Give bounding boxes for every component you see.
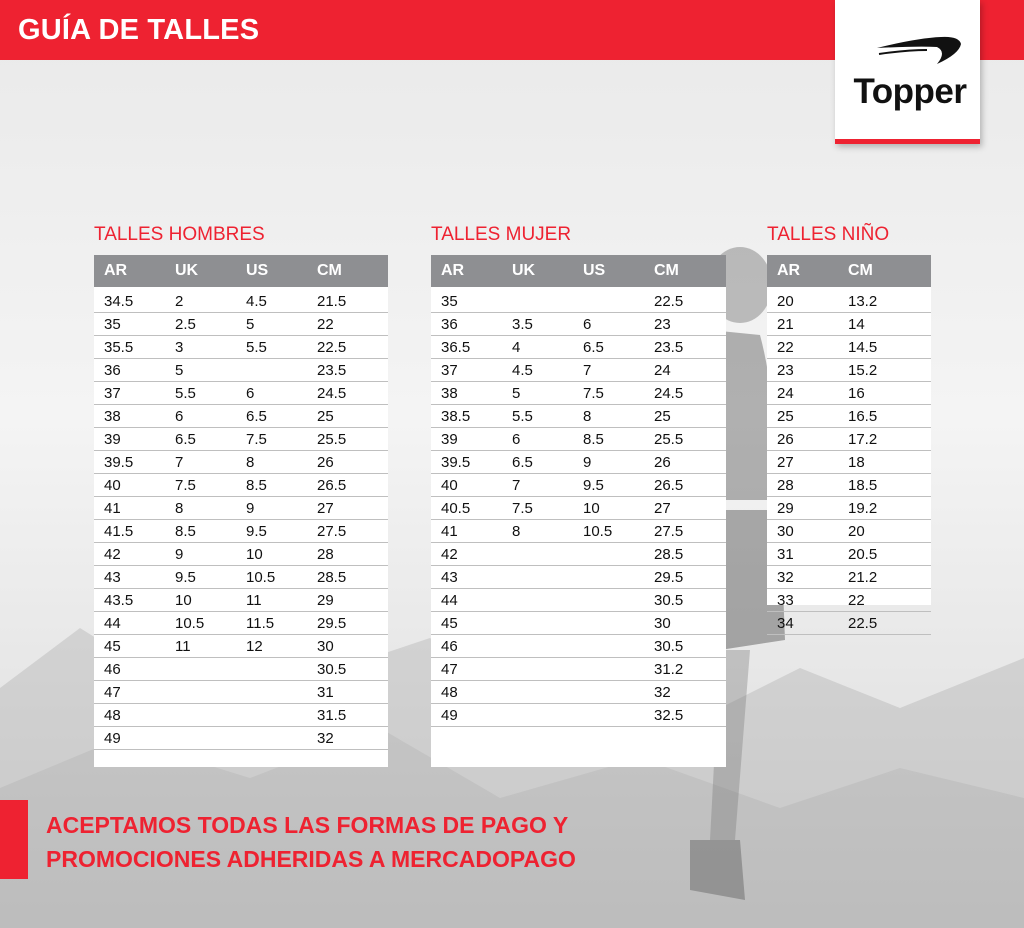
column-header-uk: UK <box>512 262 536 279</box>
promo-line-1: ACEPTAMOS TODAS LAS FORMAS DE PAGO Y <box>46 812 569 838</box>
cell-ar: 23 <box>777 361 794 379</box>
cell-cm: 22.5 <box>317 338 347 356</box>
table-row <box>431 474 726 497</box>
table-row <box>767 405 931 428</box>
cell-cm: 30.5 <box>317 660 347 678</box>
page-title: GUÍA DE TALLES <box>18 14 260 46</box>
cell-us: 12 <box>246 637 263 655</box>
cell-ar: 49 <box>104 729 121 747</box>
table-row <box>767 336 931 359</box>
cell-ar: 49 <box>441 706 458 724</box>
table-row <box>431 497 726 520</box>
cell-ar: 20 <box>777 292 794 310</box>
table-row <box>431 336 726 359</box>
column-header-cm: CM <box>848 262 873 279</box>
cell-cm: 14.5 <box>848 338 878 356</box>
cell-cm: 28.5 <box>317 568 347 586</box>
cell-cm: 18 <box>848 453 865 471</box>
cell-cm: 21.5 <box>317 292 347 310</box>
cell-ar: 45 <box>104 637 121 655</box>
cell-ar: 43 <box>104 568 121 586</box>
brand-logo <box>835 0 980 144</box>
cell-us: 6 <box>583 315 592 333</box>
table-row <box>94 612 388 635</box>
cell-cm: 19.2 <box>848 499 878 517</box>
cell-ar: 41 <box>104 499 121 517</box>
column-header-ar: AR <box>441 262 465 279</box>
cell-ar: 38 <box>441 384 458 402</box>
cell-cm: 16 <box>848 384 865 402</box>
table-row <box>431 313 726 336</box>
cell-cm: 20.5 <box>848 545 878 563</box>
cell-ar: 43 <box>441 568 458 586</box>
cell-cm: 25 <box>317 407 334 425</box>
cell-ar: 46 <box>441 637 458 655</box>
size-table-nino <box>767 255 931 632</box>
size-table-hombres <box>94 255 388 767</box>
column-header-ar: AR <box>104 262 128 279</box>
cell-cm: 27.5 <box>317 522 347 540</box>
cell-ar: 26 <box>777 430 794 448</box>
cell-ar: 45 <box>441 614 458 632</box>
cell-ar: 21 <box>777 315 794 333</box>
table-row <box>767 589 931 612</box>
table-row <box>94 290 388 313</box>
table-row <box>767 497 931 520</box>
cell-ar: 30 <box>777 522 794 540</box>
table-row <box>767 612 931 635</box>
cell-us: 8 <box>246 453 255 471</box>
cell-ar: 37 <box>104 384 121 402</box>
cell-us: 9.5 <box>246 522 267 540</box>
cell-cm: 31 <box>317 683 334 701</box>
promo-line-2: PROMOCIONES ADHERIDAS A MERCADOPAGO <box>46 846 576 872</box>
table-header <box>431 255 726 287</box>
cell-cm: 16.5 <box>848 407 878 425</box>
cell-uk: 5.5 <box>175 384 196 402</box>
cell-uk: 5.5 <box>512 407 533 425</box>
promo-accent-bar <box>0 800 28 879</box>
table-row <box>767 566 931 589</box>
cell-ar: 47 <box>441 660 458 678</box>
cell-us: 5.5 <box>246 338 267 356</box>
table-row <box>431 589 726 612</box>
cell-ar: 47 <box>104 683 121 701</box>
column-header-ar: AR <box>777 262 801 279</box>
header-bar <box>0 0 835 60</box>
cell-uk: 10.5 <box>175 614 205 632</box>
cell-cm: 17.2 <box>848 430 878 448</box>
table-row <box>94 727 388 750</box>
cell-ar: 48 <box>441 683 458 701</box>
brand-name: Topper <box>853 72 967 111</box>
cell-uk: 3 <box>175 338 184 356</box>
cell-uk: 8 <box>512 522 521 540</box>
cell-ar: 48 <box>104 706 121 724</box>
cell-cm: 24 <box>654 361 671 379</box>
cell-cm: 22.5 <box>848 614 878 632</box>
table-row <box>767 474 931 497</box>
cell-uk: 6.5 <box>175 430 196 448</box>
cell-us: 11 <box>246 591 262 609</box>
cell-cm: 29 <box>317 591 334 609</box>
cell-cm: 25 <box>654 407 671 425</box>
cell-cm: 27 <box>654 499 671 517</box>
cell-ar: 36 <box>441 315 458 333</box>
column-header-cm: CM <box>654 262 679 279</box>
title-nino: TALLES NIÑO <box>767 224 890 245</box>
cell-cm: 24.5 <box>317 384 347 402</box>
cell-us: 7.5 <box>246 430 267 448</box>
table-row <box>94 520 388 543</box>
cell-us: 9 <box>246 499 255 517</box>
cell-ar: 34.5 <box>104 292 134 310</box>
cell-cm: 30.5 <box>654 637 684 655</box>
cell-uk: 9 <box>175 545 184 563</box>
table-row <box>94 359 388 382</box>
cell-uk: 7.5 <box>175 476 196 494</box>
table-row <box>431 681 726 704</box>
table-row <box>431 382 726 405</box>
cell-cm: 20 <box>848 522 865 540</box>
cell-cm: 22.5 <box>654 292 684 310</box>
cell-cm: 23.5 <box>654 338 684 356</box>
cell-us: 9 <box>583 453 592 471</box>
table-row <box>94 474 388 497</box>
cell-cm: 26.5 <box>654 476 684 494</box>
cell-us: 11.5 <box>246 614 275 632</box>
cell-cm: 29.5 <box>654 568 684 586</box>
cell-uk: 4.5 <box>512 361 533 379</box>
cell-uk: 6.5 <box>512 453 533 471</box>
cell-ar: 37 <box>441 361 458 379</box>
column-header-us: US <box>583 262 606 279</box>
table-row <box>94 543 388 566</box>
cell-us: 10 <box>583 499 600 517</box>
cell-cm: 30 <box>654 614 671 632</box>
cell-us: 6 <box>246 384 255 402</box>
cell-ar: 36.5 <box>441 338 471 356</box>
header-bar-right <box>980 0 1024 60</box>
table-row <box>767 543 931 566</box>
cell-us: 7 <box>583 361 592 379</box>
cell-ar: 31 <box>777 545 794 563</box>
cell-ar: 41.5 <box>104 522 134 540</box>
table-row <box>767 359 931 382</box>
cell-cm: 26 <box>317 453 334 471</box>
title-hombres: TALLES HOMBRES <box>94 224 265 245</box>
cell-uk: 4 <box>512 338 521 356</box>
cell-ar: 35 <box>441 292 458 310</box>
table-row <box>431 290 726 313</box>
table-row <box>431 359 726 382</box>
size-table-mujer <box>431 255 726 767</box>
table-row <box>94 382 388 405</box>
cell-us: 8 <box>583 407 592 425</box>
table-row <box>94 451 388 474</box>
cell-ar: 34 <box>777 614 794 632</box>
cell-ar: 25 <box>777 407 794 425</box>
table-row <box>767 428 931 451</box>
cell-cm: 24.5 <box>654 384 684 402</box>
cell-ar: 43.5 <box>104 591 134 609</box>
cell-ar: 35 <box>104 315 121 333</box>
cell-cm: 22 <box>848 591 865 609</box>
table-row <box>94 681 388 704</box>
cell-cm: 25.5 <box>317 430 347 448</box>
table-row <box>431 612 726 635</box>
cell-ar: 24 <box>777 384 794 402</box>
cell-cm: 26.5 <box>317 476 347 494</box>
cell-uk: 7 <box>512 476 521 494</box>
cell-uk: 7 <box>175 453 184 471</box>
cell-ar: 39 <box>104 430 121 448</box>
table-row <box>94 704 388 727</box>
table-row <box>94 635 388 658</box>
cell-us: 8.5 <box>246 476 267 494</box>
cell-cm: 21.2 <box>848 568 878 586</box>
cell-uk: 3.5 <box>512 315 533 333</box>
table-row <box>431 451 726 474</box>
table-row <box>94 566 388 589</box>
cell-cm: 27 <box>317 499 334 517</box>
cell-uk: 2 <box>175 292 184 310</box>
table-row <box>94 658 388 681</box>
cell-cm: 28.5 <box>654 545 684 563</box>
table-row <box>767 382 931 405</box>
topper-swoosh-icon <box>877 34 963 66</box>
cell-us: 10.5 <box>583 522 613 540</box>
cell-uk: 11 <box>175 637 191 655</box>
cell-uk: 5 <box>175 361 184 379</box>
table-row <box>94 336 388 359</box>
cell-ar: 39.5 <box>104 453 134 471</box>
table-row <box>431 658 726 681</box>
cell-cm: 28 <box>317 545 334 563</box>
table-row <box>94 497 388 520</box>
table-header <box>94 255 388 287</box>
cell-cm: 31.5 <box>317 706 347 724</box>
cell-ar: 42 <box>441 545 458 563</box>
cell-cm: 32 <box>317 729 334 747</box>
cell-cm: 25.5 <box>654 430 684 448</box>
table-row <box>767 520 931 543</box>
cell-ar: 46 <box>104 660 121 678</box>
cell-ar: 32 <box>777 568 794 586</box>
cell-uk: 6 <box>512 430 521 448</box>
column-header-cm: CM <box>317 262 342 279</box>
cell-ar: 33 <box>777 591 794 609</box>
title-mujer: TALLES MUJER <box>431 224 572 245</box>
cell-uk: 2.5 <box>175 315 196 333</box>
cell-cm: 26 <box>654 453 671 471</box>
cell-cm: 23.5 <box>317 361 347 379</box>
table-row <box>767 451 931 474</box>
cell-uk: 7.5 <box>512 499 533 517</box>
cell-ar: 27 <box>777 453 794 471</box>
cell-ar: 41 <box>441 522 458 540</box>
cell-cm: 32.5 <box>654 706 684 724</box>
cell-us: 10.5 <box>246 568 276 586</box>
cell-cm: 23 <box>654 315 671 333</box>
cell-ar: 44 <box>441 591 458 609</box>
cell-us: 7.5 <box>583 384 604 402</box>
cell-cm: 22 <box>317 315 334 333</box>
table-row <box>94 589 388 612</box>
table-row <box>431 635 726 658</box>
cell-ar: 29 <box>777 499 794 517</box>
cell-cm: 32 <box>654 683 671 701</box>
cell-cm: 13.2 <box>848 292 878 310</box>
cell-cm: 15.2 <box>848 361 878 379</box>
table-row <box>431 566 726 589</box>
cell-cm: 29.5 <box>317 614 347 632</box>
cell-us: 8.5 <box>583 430 604 448</box>
column-header-us: US <box>246 262 269 279</box>
cell-cm: 31.2 <box>654 660 684 678</box>
cell-ar: 40 <box>104 476 121 494</box>
cell-ar: 36 <box>104 361 121 379</box>
cell-ar: 39 <box>441 430 458 448</box>
table-row <box>94 428 388 451</box>
table-row <box>767 290 931 313</box>
cell-us: 9.5 <box>583 476 604 494</box>
cell-us: 5 <box>246 315 255 333</box>
cell-ar: 42 <box>104 545 121 563</box>
cell-ar: 40 <box>441 476 458 494</box>
table-row <box>94 313 388 336</box>
cell-us: 10 <box>246 545 263 563</box>
table-row <box>431 543 726 566</box>
cell-uk: 5 <box>512 384 521 402</box>
cell-ar: 44 <box>104 614 121 632</box>
cell-ar: 38 <box>104 407 121 425</box>
table-row <box>431 704 726 727</box>
cell-uk: 10 <box>175 591 192 609</box>
table-row <box>431 405 726 428</box>
table-row <box>767 313 931 336</box>
cell-ar: 39.5 <box>441 453 471 471</box>
cell-us: 6.5 <box>583 338 604 356</box>
cell-cm: 27.5 <box>654 522 684 540</box>
column-header-uk: UK <box>175 262 199 279</box>
cell-ar: 22 <box>777 338 794 356</box>
cell-ar: 28 <box>777 476 794 494</box>
table-row <box>431 520 726 543</box>
cell-ar: 35.5 <box>104 338 134 356</box>
cell-us: 4.5 <box>246 292 267 310</box>
table-row <box>94 405 388 428</box>
cell-uk: 8.5 <box>175 522 196 540</box>
cell-cm: 14 <box>848 315 865 333</box>
table-row <box>431 428 726 451</box>
cell-uk: 8 <box>175 499 184 517</box>
cell-ar: 40.5 <box>441 499 471 517</box>
cell-uk: 9.5 <box>175 568 196 586</box>
cell-cm: 18.5 <box>848 476 878 494</box>
cell-uk: 6 <box>175 407 184 425</box>
cell-cm: 30.5 <box>654 591 684 609</box>
cell-us: 6.5 <box>246 407 267 425</box>
cell-ar: 38.5 <box>441 407 471 425</box>
cell-cm: 30 <box>317 637 334 655</box>
table-header <box>767 255 931 287</box>
